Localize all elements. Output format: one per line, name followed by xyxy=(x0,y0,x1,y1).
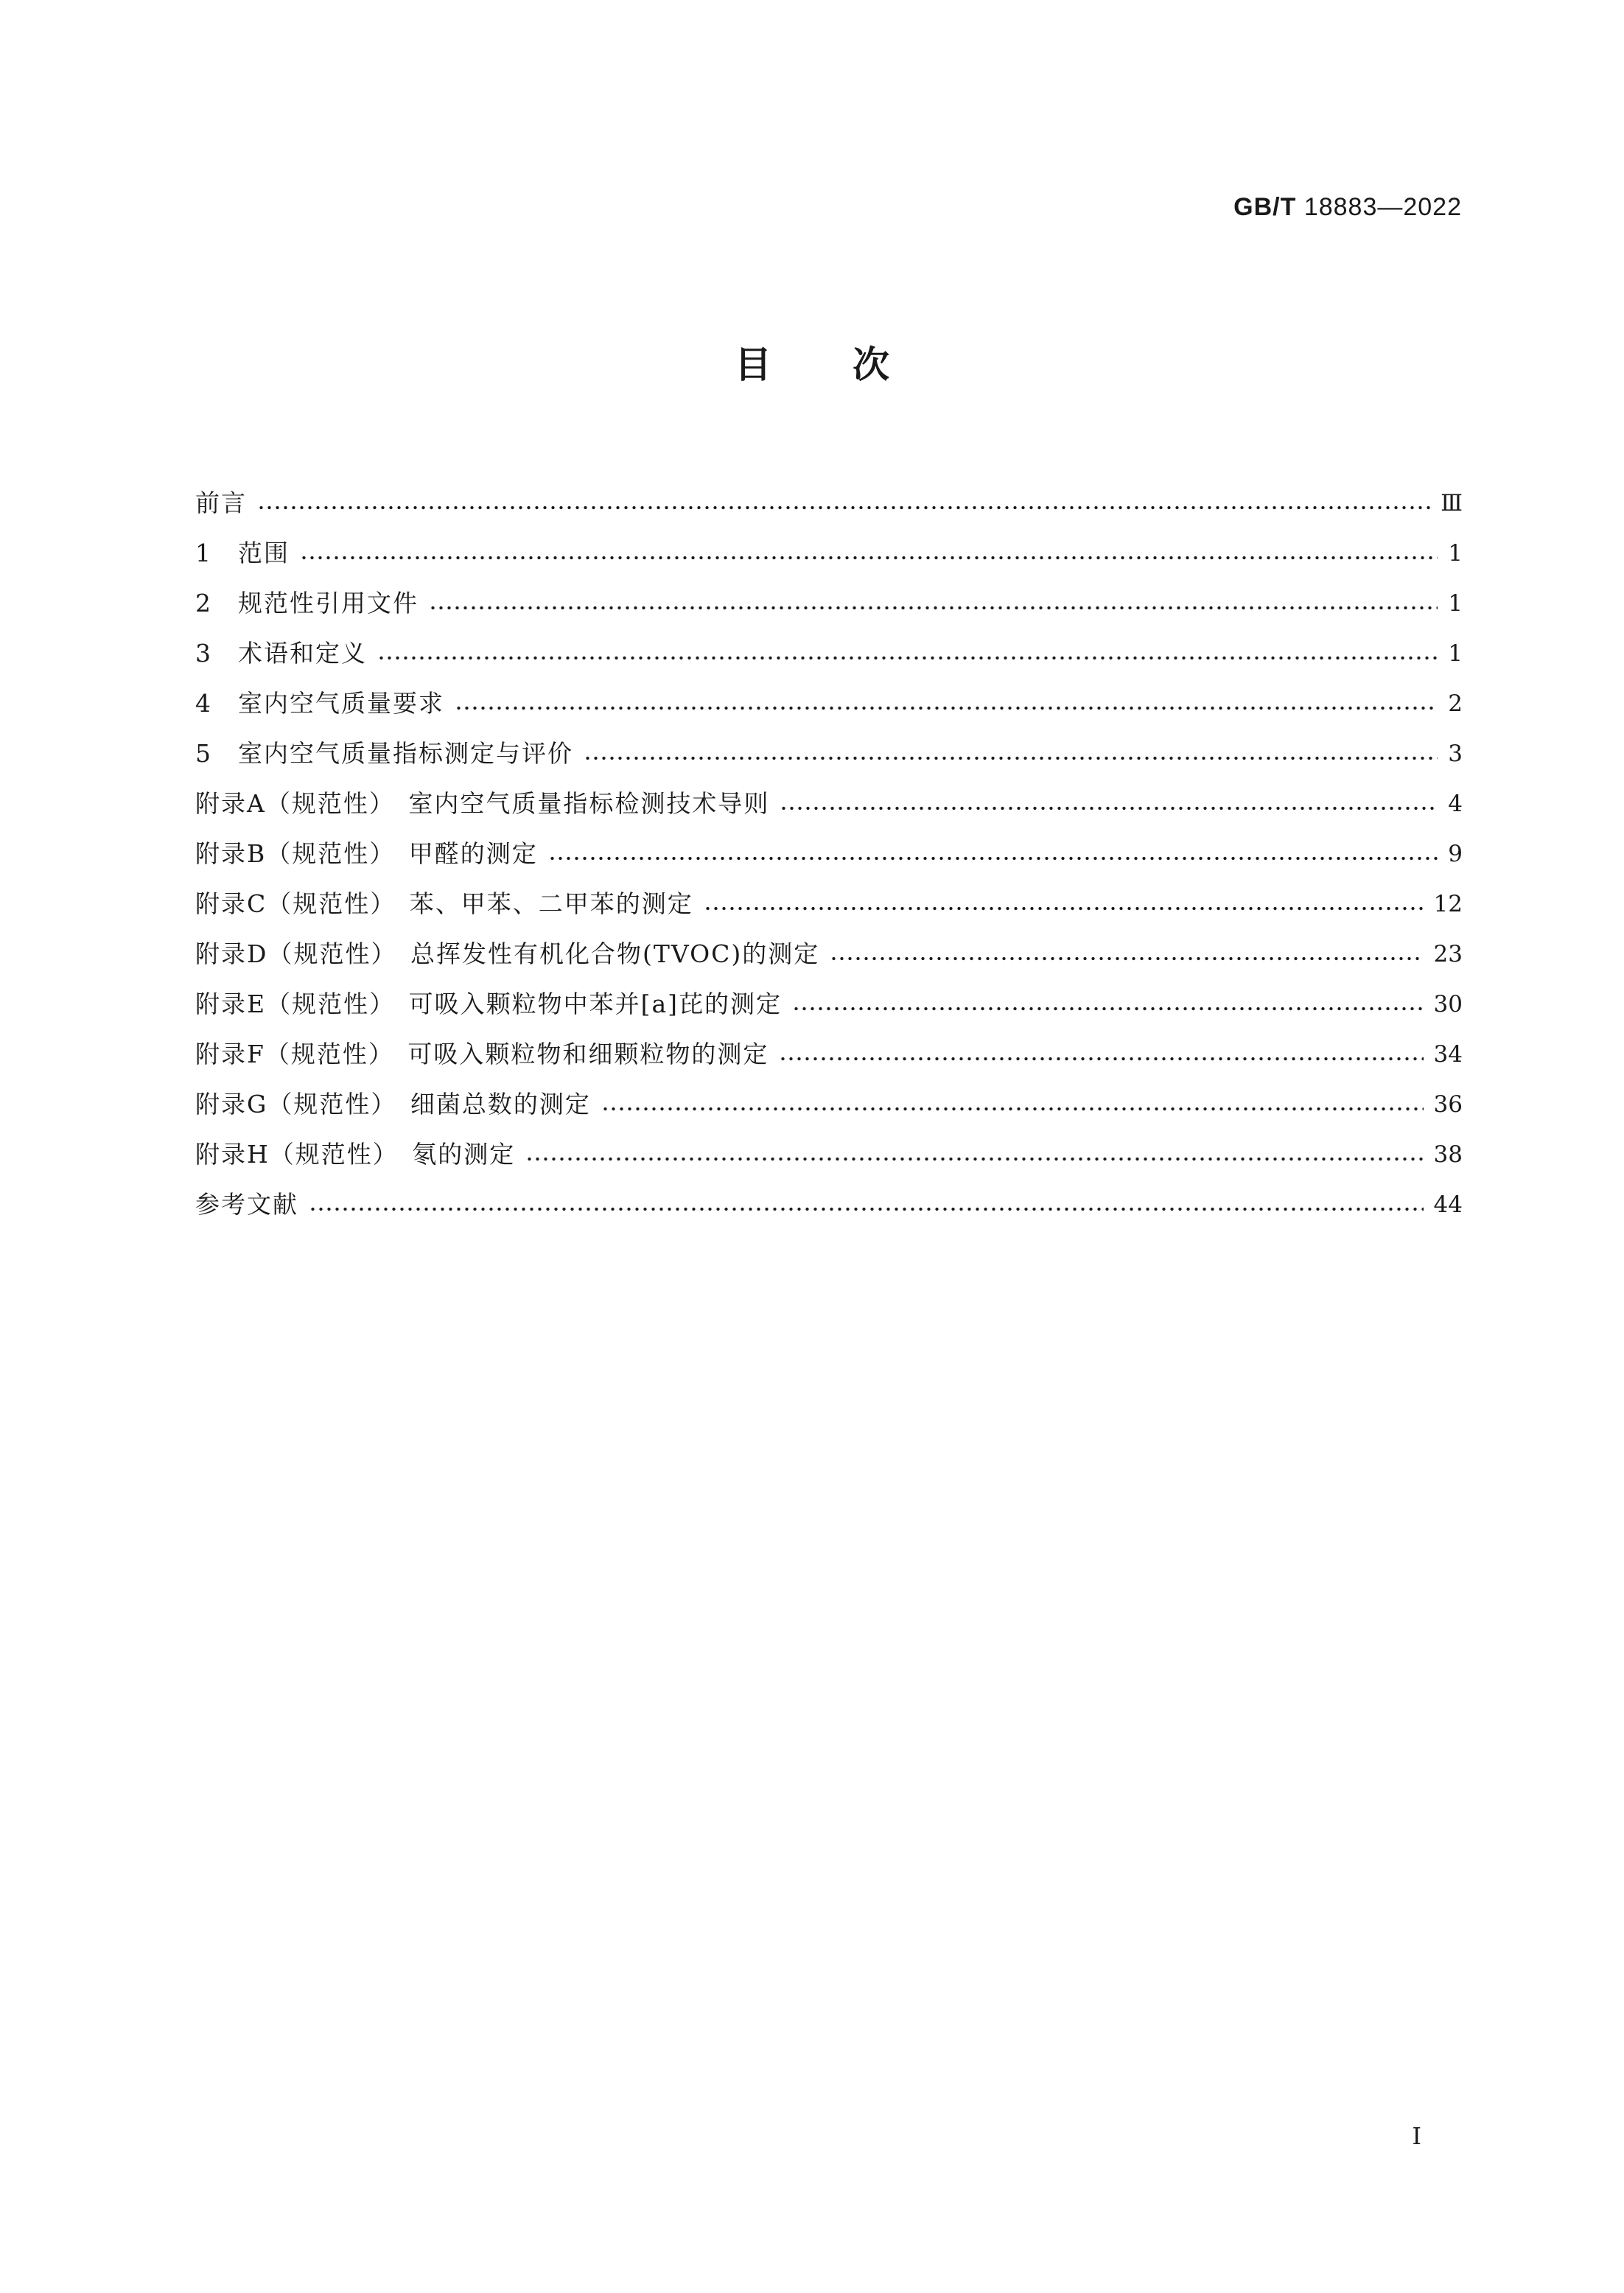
toc-entry-page: 30 xyxy=(1433,991,1463,1018)
toc-leader-dots xyxy=(830,956,1423,962)
toc-leader-dots xyxy=(601,1106,1424,1112)
toc-entry-page: 34 xyxy=(1433,1041,1463,1068)
toc-leader-dots xyxy=(704,906,1424,911)
toc-entry-page: 36 xyxy=(1433,1091,1463,1118)
standard-prefix: GB/T xyxy=(1233,193,1297,221)
toc-leader-dots xyxy=(584,755,1438,761)
toc-entry-page: 1 xyxy=(1448,540,1463,567)
toc-entry[interactable] xyxy=(195,618,1463,668)
toc-entry[interactable] xyxy=(195,468,1463,518)
toc-entry[interactable] xyxy=(195,1069,1463,1119)
toc-entry-label: 附录D（规范性） 总挥发性有机化合物(TVOC)的测定 xyxy=(195,939,820,968)
toc-entry[interactable] xyxy=(195,718,1463,769)
toc-leader-dots xyxy=(780,805,1438,811)
toc-leader-dots xyxy=(300,555,1438,561)
toc-entry-label: 5 室内空气质量指标测定与评价 xyxy=(195,739,573,768)
toc-entry[interactable] xyxy=(195,1019,1463,1069)
toc-leader-dots xyxy=(309,1206,1424,1212)
toc-entry-label: 附录B（规范性） 甲醛的测定 xyxy=(195,839,538,868)
toc-entry[interactable] xyxy=(195,919,1463,969)
toc-entry[interactable] xyxy=(195,1119,1463,1169)
toc-entry-label: 2 规范性引用文件 xyxy=(195,589,419,617)
standard-number xyxy=(1233,193,1462,222)
toc-entry[interactable] xyxy=(195,969,1463,1019)
page-title: 目次 xyxy=(735,343,970,386)
toc-entry-page: 1 xyxy=(1448,590,1463,617)
toc-entry-label: 前言 xyxy=(195,489,247,517)
toc-entry-page: 2 xyxy=(1448,690,1463,717)
toc-leader-dots xyxy=(779,1056,1423,1062)
toc-entry-page: 44 xyxy=(1433,1191,1463,1218)
toc-entry-label: 附录H（规范性） 氡的测定 xyxy=(195,1140,516,1169)
toc-entry-page: 38 xyxy=(1433,1141,1463,1168)
toc-leader-dots xyxy=(548,855,1438,861)
toc-entry[interactable] xyxy=(195,1169,1463,1219)
standard-code: 18883—2022 xyxy=(1303,193,1462,221)
toc-entry-page: 12 xyxy=(1433,891,1463,917)
toc-entry-page: 1 xyxy=(1448,640,1463,667)
toc-entry-page: Ⅲ xyxy=(1441,490,1463,517)
toc-entry-page: 9 xyxy=(1448,841,1463,867)
page-number: I xyxy=(1412,2122,1421,2150)
toc-entry-label: 附录C（规范性） 苯、甲苯、二甲苯的测定 xyxy=(195,889,693,918)
toc-entry-label: 参考文献 xyxy=(195,1190,298,1219)
toc-leader-dots xyxy=(455,705,1438,711)
toc-leader-dots xyxy=(377,655,1438,661)
toc-entry-label: 附录F（规范性） 可吸入颗粒物和细颗粒物的测定 xyxy=(195,1040,769,1068)
toc-entry[interactable] xyxy=(195,869,1463,919)
toc-entry-label: 附录G（规范性） 细菌总数的测定 xyxy=(195,1090,591,1119)
toc-leader-dots xyxy=(792,1006,1424,1012)
toc-entry-label: 附录A（规范性） 室内空气质量指标检测技术导则 xyxy=(195,789,770,818)
toc-entry[interactable] xyxy=(195,668,1463,718)
table-of-contents xyxy=(195,468,1463,1219)
toc-entry-page: 4 xyxy=(1448,791,1463,817)
toc-entry-page: 3 xyxy=(1448,741,1463,767)
toc-entry[interactable] xyxy=(195,819,1463,869)
toc-leader-dots xyxy=(257,505,1430,511)
toc-entry-label: 附录E（规范性） 可吸入颗粒物中苯并[a]芘的测定 xyxy=(195,990,783,1018)
toc-entry-label: 3 术语和定义 xyxy=(195,639,367,668)
toc-entry[interactable] xyxy=(195,518,1463,568)
toc-entry-page: 23 xyxy=(1433,941,1463,967)
toc-entry-label: 1 范围 xyxy=(195,539,290,567)
toc-entry[interactable] xyxy=(195,568,1463,618)
toc-leader-dots xyxy=(525,1156,1423,1162)
toc-leader-dots xyxy=(429,605,1438,611)
toc-entry[interactable] xyxy=(195,769,1463,819)
toc-entry-label: 4 室内空气质量要求 xyxy=(195,689,444,718)
